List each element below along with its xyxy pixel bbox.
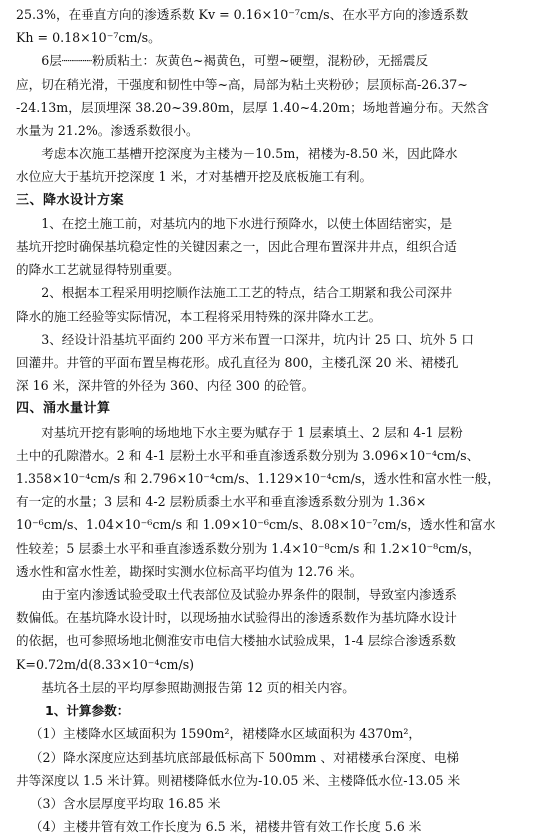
text-line: 深 16 米，深井管的外径为 360、内径 300 的砼管。: [16, 378, 315, 394]
text-line: 有一定的水量；3 层和 4-2 层粉质黍土水平和垂直渗透系数分别为 1.36×: [16, 494, 427, 510]
text-line: 回灌井。井管的平面布置呈梅花形。成孔直径为 800，主楼孔深 20 米、裙楼孔: [16, 355, 459, 371]
text-line: 降水的施工经验等实际情况，本工程将采用特殊的深井降水工艺。: [16, 308, 382, 324]
text-line: 10⁻⁶cm/s、1.04×10⁻⁶cm/s 和 1.09×10⁻⁶cm/s、8.08×10⁻⁷cm/s，透水性和富水: [16, 517, 496, 533]
text-line: 土中的孔隙潜水。2 和 4-1 层粉土水平和垂直渗透系数分别为 3.096×10⁻⁴cm/s、: [16, 447, 480, 463]
text-line: 水量为 21.2%。渗透系数很小。: [16, 123, 199, 139]
text-line: 1.358×10⁻⁴cm/s 和 2.796×10⁻⁴cm/s、1.129×10⁻⁴cm/s，透水性和富水性一般，: [16, 471, 500, 487]
text-line: 应，切在稍光滑，干强度和韧性中等~高，局部为粘土夹粉砂；层顶标高-26.37~: [16, 76, 468, 92]
text-line: 对基坑开挖有影响的场地地下水主要为赋存于 1 层素填土、2 层和 4-1 层粉: [41, 424, 463, 440]
section-heading: 三、降水设计方案: [16, 192, 125, 208]
section-heading: 四、涌水量计算: [16, 401, 111, 417]
text-line: （1）主楼降水区域面积为 1590m²，裙楼降水区域面积为 4370m²，: [29, 726, 422, 742]
text-line: 的降水工艺就显得特别重要。: [16, 262, 180, 278]
text-line: 由于室内渗透试验受取土代表部位及试验办界条件的限制，导致室内渗透系: [41, 587, 457, 603]
text-line: 的依据，也可参照场地北侧淮安市电信大楼抽水试验成果，1-4 层综合渗透系数: [16, 633, 456, 649]
text-line: 3、经设计沿基坑平面约 200 平方米布置一口深井，坑内计 25 口、坑外 5 口: [41, 331, 474, 347]
text-line: -24.13m，层顶埋深 38.20~39.80m，层厚 1.40~4.20m；场地普遍分布。天然含: [16, 99, 489, 115]
text-line: 1、在挖土施工前，对基坑内的地下水进行预降水，以使土体固结密实，是: [41, 215, 453, 231]
text-line: 数偏低。在基坑降水设计时，以现场抽水试验得出的渗透系数作为基坑降水设计: [16, 610, 457, 626]
text-line: 水位应大于基坑开挖深度 1 米，才对基槽开挖及底板施工有利。: [16, 169, 373, 185]
text-line: （4）主楼井管有效工作长度为 6.5 米，裙楼井管有效工作长度 5.6 米: [29, 819, 422, 835]
text-line: 井等深度以 1.5 米计算。则裙楼降低水位为-10.05 米、主楼降低水位-13.05 米: [16, 772, 461, 788]
text-line: 基坑各土层的平均厚参照勘测报告第 12 页的相关内容。: [41, 679, 355, 695]
subsection-heading: 1、计算参数：: [44, 703, 130, 719]
text-line: 考虑本次施工基槽开挖深度为主楼为－10.5m，裙楼为-8.50 米，因此降水: [41, 146, 458, 162]
text-line: 2、根据本工程采用明挖顺作法施工工艺的特点，结合工期紧和我公司深井: [41, 285, 453, 301]
text-line: 25.3%，在垂直方向的渗透系数 Kv = 0.16×10⁻⁷cm/s、在水平方向的渗透系数: [16, 7, 469, 22]
text-line: 透水性和富水性差，勘探时实测水位标高平均值为 12.76 米。: [16, 563, 363, 579]
text-line: 性较差；5 层黍土水平和垂直渗透系数分别为 1.4×10⁻⁸cm/s 和 1.2×10⁻⁸cm/s，: [16, 540, 481, 556]
text-line: Kh = 0.18×10⁻⁷cm/s。: [16, 30, 161, 46]
text-line: 6层┈┈┈┈粉质粘土：灰黄色~褐黄色，可塑~硬塑，混粉砂，无摇震反: [41, 53, 429, 69]
text-line: 基坑开挖时确保基坑稳定性的关键因素之一，因此合理布置深井井点，组织合适: [16, 239, 457, 255]
text-line: （2）降水深度应达到基坑底部最低标高下 500mm 、对裙楼承台深度、电梯: [29, 749, 460, 765]
text-line: K=0.72m/d(8.33×10⁻⁴cm/s): [16, 656, 195, 672]
text-line: （3）含水层厚度平均取 16.85 米: [29, 795, 221, 811]
